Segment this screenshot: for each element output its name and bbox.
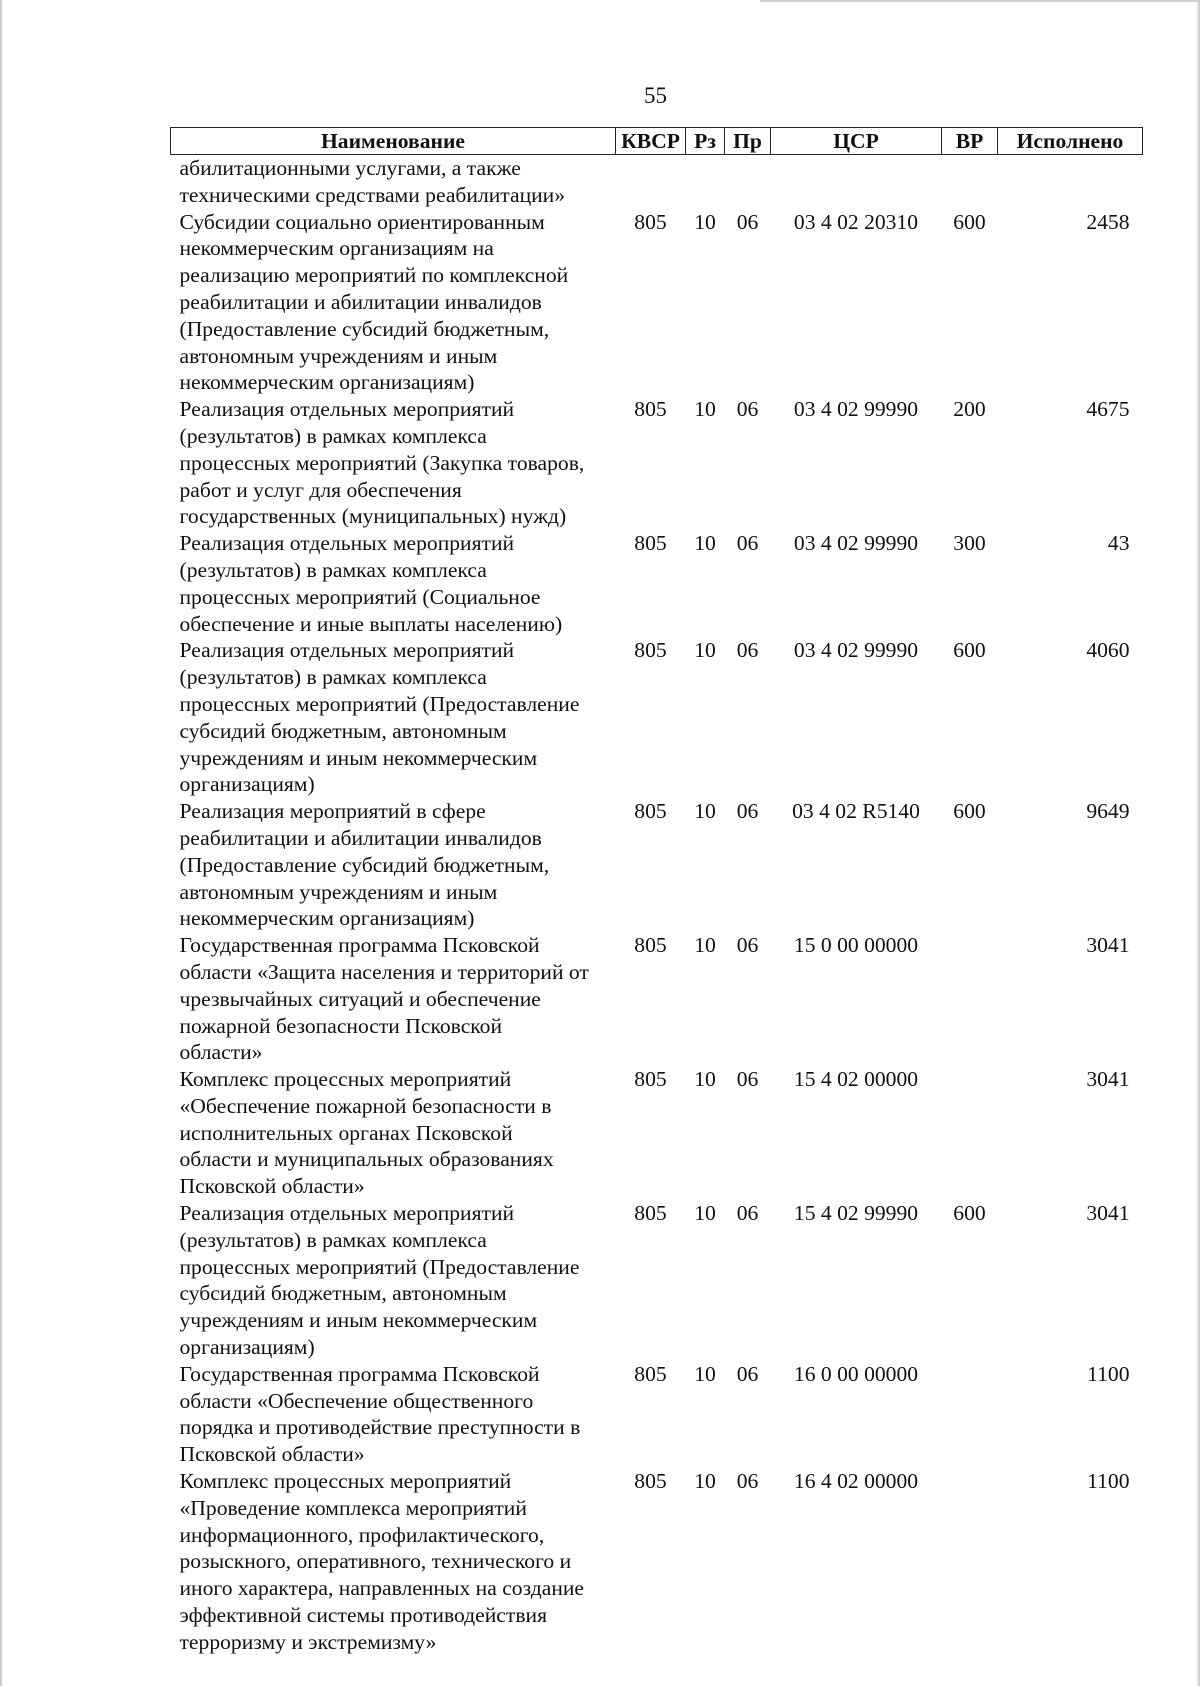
header-pr: Пр [725, 128, 771, 155]
cell-pr: 06 [736, 531, 759, 556]
name-line: организациям) [179, 772, 315, 797]
cell-vr: 300 [953, 531, 986, 556]
name-line: процессных мероприятий (Предоставление [179, 1254, 580, 1279]
name-line: обеспечение и иные выплаты населению) [179, 611, 563, 636]
cell-name [171, 637, 616, 798]
cell-name [171, 1200, 616, 1361]
cell-vr: 600 [953, 799, 986, 824]
name-line: процессных мероприятий (Предоставление [179, 691, 580, 716]
cell-pr: 06 [736, 933, 759, 958]
table-row [171, 530, 1143, 637]
cell-kvsr [616, 155, 686, 209]
name-line: порядка и противодействие преступности в [179, 1415, 581, 1440]
cell-done: 3041 [1086, 1067, 1130, 1092]
cell-pr: 06 [736, 1469, 759, 1494]
cell-kvsr: 805 [634, 209, 667, 234]
cell-pr [725, 155, 771, 209]
cell-name [171, 396, 616, 530]
name-line: Государственная программа Псковской [179, 933, 540, 958]
name-line: Реализация отдельных мероприятий [179, 638, 515, 663]
name-line: (результатов) в рамках комплекса [179, 423, 487, 448]
name-line: абилитационными услугами, а также [179, 156, 521, 180]
name-line: Реализация мероприятий в сфере [179, 799, 486, 824]
cell-rz: 10 [694, 531, 716, 556]
cell-name [171, 1066, 616, 1200]
table-row [171, 1066, 1143, 1200]
page-number: 55 [644, 83, 667, 108]
cell-pr: 06 [736, 209, 759, 234]
cell-kvsr: 805 [634, 799, 667, 824]
name-line: реабилитации и абилитации инвалидов [179, 825, 542, 850]
cell-name [171, 1361, 616, 1468]
name-line: Псковской области» [179, 1174, 365, 1199]
name-line: области и муниципальных образованиях [179, 1147, 554, 1172]
cell-kvsr: 805 [634, 397, 667, 422]
name-line: пожарной безопасности Псковской [179, 1013, 503, 1038]
table-row [171, 209, 1143, 397]
name-line: реабилитации и абилитации инвалидов [179, 289, 542, 314]
name-line: (результатов) в рамках комплекса [179, 665, 487, 690]
budget-table [170, 127, 1143, 1656]
table-row [171, 155, 1143, 209]
name-line: области» [179, 1040, 263, 1065]
cell-rz: 10 [694, 638, 716, 663]
cell-vr [942, 1468, 998, 1656]
name-line: (Предоставление субсидий бюджетным, [179, 852, 550, 877]
cell-rz [686, 155, 725, 209]
cell-kvsr: 805 [634, 638, 667, 663]
cell-done: 43 [1107, 531, 1130, 556]
cell-pr: 06 [736, 1361, 759, 1386]
table-row [171, 1200, 1143, 1361]
cell-done: 1100 [1087, 1361, 1130, 1386]
name-line: области «Защита населения и территорий от [179, 959, 589, 984]
cell-rz: 10 [694, 799, 716, 824]
cell-name [171, 155, 616, 209]
cell-csr [771, 155, 942, 209]
cell-done: 3041 [1086, 933, 1130, 958]
cell-done: 4675 [1086, 397, 1130, 422]
name-line: субсидий бюджетным, автономным [179, 718, 507, 743]
cell-name [171, 1468, 616, 1656]
name-line: Реализация отдельных мероприятий [179, 397, 515, 422]
name-line: организациям) [179, 1335, 315, 1360]
cell-csr: 03 4 02 20310 [793, 209, 919, 234]
name-line: исполнительных органах Псковской [179, 1120, 513, 1145]
cell-vr [942, 155, 998, 209]
name-line: Реализация отдельных мероприятий [179, 531, 515, 556]
cell-csr: 15 0 00 00000 [793, 933, 919, 958]
name-line: Субсидии социально ориентированным [179, 209, 545, 234]
cell-name [171, 798, 616, 932]
scan-edge-right [1196, 0, 1200, 1686]
table-body [171, 155, 1143, 1656]
cell-kvsr: 805 [634, 531, 667, 556]
header-name: Наименование [171, 128, 616, 155]
name-line: Комплекс процессных мероприятий [179, 1469, 512, 1494]
header-vr: ВР [942, 128, 998, 155]
name-line: реализацию мероприятий по комплексной [179, 263, 569, 288]
cell-vr [942, 932, 998, 1066]
cell-pr: 06 [736, 638, 759, 663]
cell-pr: 06 [736, 1201, 759, 1226]
name-line: иного характера, направленных на создание [179, 1576, 585, 1601]
cell-rz: 10 [694, 209, 716, 234]
cell-done: 4060 [1086, 638, 1130, 663]
cell-done: 1100 [1087, 1469, 1130, 1494]
cell-kvsr: 805 [634, 1469, 667, 1494]
table-row [171, 1361, 1143, 1468]
name-line: некоммерческим организациям на [179, 236, 494, 261]
name-line: учреждениям и иным некоммерческим [179, 1308, 538, 1333]
scan-edge-top [760, 0, 1200, 2]
cell-vr [942, 1361, 998, 1468]
table-row [171, 932, 1143, 1066]
name-line: субсидий бюджетным, автономным [179, 1281, 507, 1306]
cell-done: 9649 [1086, 799, 1130, 824]
cell-pr: 06 [736, 397, 759, 422]
table-row [171, 396, 1143, 530]
header-kvsr: КВСР [616, 128, 686, 155]
name-line: (результатов) в рамках комплекса [179, 557, 487, 582]
name-line: (Предоставление субсидий бюджетным, [179, 316, 550, 341]
name-line: автономным учреждениям и иным [179, 879, 498, 904]
name-line: (результатов) в рамках комплекса [179, 1227, 487, 1252]
name-line: эффективной системы противодействия [179, 1603, 548, 1628]
cell-csr: 03 4 02 99990 [793, 638, 919, 663]
cell-vr: 600 [953, 209, 986, 234]
name-line: розыскного, оперативного, технического и [179, 1549, 572, 1574]
cell-vr: 600 [953, 638, 986, 663]
cell-name [171, 209, 616, 397]
cell-csr: 16 0 00 00000 [793, 1361, 919, 1386]
name-line: Реализация отдельных мероприятий [179, 1201, 515, 1226]
table-header-row [171, 128, 1143, 155]
cell-rz: 10 [694, 397, 716, 422]
header-rz: Рз [686, 128, 725, 155]
name-line: Псковской области» [179, 1442, 365, 1467]
cell-csr: 15 4 02 00000 [793, 1067, 919, 1092]
cell-vr [942, 1066, 998, 1200]
cell-rz: 10 [694, 1361, 716, 1386]
name-line: государственных (муниципальных) нужд) [179, 504, 567, 529]
header-done: Исполнено [998, 128, 1143, 155]
cell-rz: 10 [694, 933, 716, 958]
table-row [171, 1468, 1143, 1656]
cell-vr: 200 [953, 397, 986, 422]
cell-vr: 600 [953, 1201, 986, 1226]
name-line: процессных мероприятий (Социальное [179, 584, 541, 609]
name-line: некоммерческим организациям) [179, 906, 475, 931]
cell-rz: 10 [694, 1201, 716, 1226]
header-csr: ЦСР [771, 128, 942, 155]
cell-rz: 10 [694, 1469, 716, 1494]
name-line: «Обеспечение пожарной безопасности в [179, 1093, 552, 1118]
cell-pr: 06 [736, 799, 759, 824]
cell-csr: 03 4 02 99990 [793, 397, 919, 422]
cell-name [171, 932, 616, 1066]
cell-csr: 16 4 02 00000 [793, 1469, 919, 1494]
name-line: техническими средствами реабилитации» [179, 182, 566, 207]
cell-pr: 06 [736, 1067, 759, 1092]
cell-kvsr: 805 [634, 1361, 667, 1386]
cell-csr: 03 4 02 R5140 [792, 799, 920, 824]
cell-csr: 15 4 02 99990 [793, 1201, 919, 1226]
name-line: процессных мероприятий (Закупка товаров, [179, 450, 585, 475]
cell-name [171, 530, 616, 637]
name-line: «Проведение комплекса мероприятий [179, 1495, 527, 1520]
name-line: области «Обеспечение общественного [179, 1388, 534, 1413]
table-row [171, 798, 1143, 932]
table-row [171, 637, 1143, 798]
cell-done: 2458 [1086, 209, 1130, 234]
cell-done: 3041 [1086, 1201, 1130, 1226]
cell-kvsr: 805 [634, 1067, 667, 1092]
name-line: автономным учреждениям и иным [179, 343, 498, 368]
scan-edge-left [0, 0, 3, 1686]
name-line: чрезвычайных ситуаций и обеспечение [179, 986, 541, 1011]
name-line: некоммерческим организациям) [179, 370, 475, 395]
name-line: работ и услуг для обеспечения [179, 477, 462, 502]
name-line: учреждениям и иным некоммерческим [179, 745, 538, 770]
name-line: Государственная программа Псковской [179, 1361, 540, 1386]
name-line: информационного, профилактического, [179, 1522, 545, 1547]
cell-csr: 03 4 02 99990 [793, 531, 919, 556]
cell-kvsr: 805 [634, 933, 667, 958]
cell-rz: 10 [694, 1067, 716, 1092]
name-line: Комплекс процессных мероприятий [179, 1067, 512, 1092]
name-line: терроризму и экстремизму» [179, 1629, 437, 1654]
cell-kvsr: 805 [634, 1201, 667, 1226]
cell-done [998, 155, 1143, 209]
